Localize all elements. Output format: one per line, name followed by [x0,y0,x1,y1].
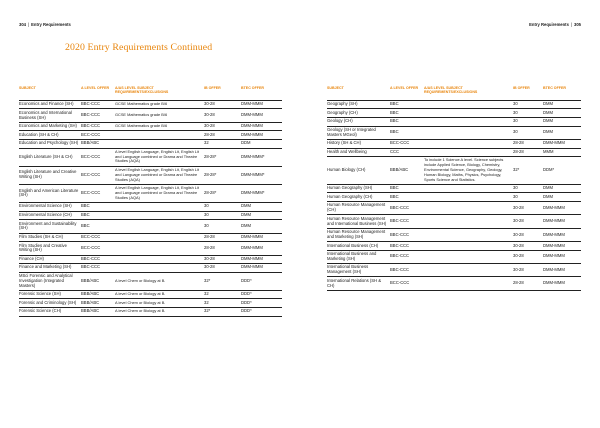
subject-cell: Finance and Marketing (SH) [19,264,81,273]
ib-offer-cell: 30 [204,203,241,212]
requirements-cell: A level Chem or Biology at B. [115,272,204,290]
ib-offer-cell: 32* [204,272,241,290]
btec-offer-cell: DMM-MMM [241,122,282,131]
table-row [19,290,282,299]
page-number: 305 [574,22,581,27]
requirements-cell [424,109,513,118]
requirements-cell: A level English Language, English Lit, English Lit and Language combined or Drama and Theatre Studies (AQA) [115,166,204,184]
btec-offer-cell: MMM [543,148,581,157]
requirements-cell: A level Chem or Biology at B. [115,307,204,316]
subject-cell: Education (SH & CH) [19,131,81,140]
table-row [327,109,581,118]
requirements-cell: A level English Language, English Lit, English Lit and Language combined or Drama and Theatre Studies (AQA) [115,184,204,202]
a-level-offer-cell: BBB/ABC [81,272,115,290]
a-level-offer-cell: BBC [81,211,115,220]
subject-cell: Human Geography (CH) [327,193,390,202]
ib-offer-cell: 32* [513,157,543,185]
requirements-cell [424,250,513,263]
table-row [327,228,581,241]
requirements-cell [424,184,513,193]
a-level-offer-cell: BBC-CCC [390,264,424,277]
a-level-offer-cell: BBC [390,117,424,126]
requirements-cell [424,139,513,148]
a-level-offer-cell: BBC-CCC [390,202,424,215]
a-level-offer-cell: BBB/ABC [390,157,424,185]
header-section: Entry Requirements [31,22,71,27]
subject-cell: Human Resource Management (CH) [327,202,390,215]
requirements-cell [424,126,513,139]
requirements-cell: A level Chem or Biology at B. [115,299,204,308]
subject-cell: Finance (CH) [19,255,81,264]
table-row [327,139,581,148]
table-header-row [19,86,282,100]
subject-cell: International Business Management (SH) [327,264,390,277]
ib-offer-cell: 30-28 [204,122,241,131]
table-row [19,307,282,316]
ib-offer-cell: 30 [513,193,543,202]
requirements-cell [424,148,513,157]
ib-offer-cell: 30-28 [204,100,241,109]
subject-cell: Health and Wellbeing [327,148,390,157]
btec-offer-cell: DMM-MMM [241,242,282,255]
ib-offer-cell: 30 [513,100,543,109]
btec-offer-cell: DMM-MMM* [241,148,282,166]
ib-offer-cell: 30 [513,126,543,139]
ib-offer-cell: 30-28 [513,264,543,277]
table-row [19,211,282,220]
requirements-cell: GCSE Mathematics grade B/6 [115,109,204,122]
a-level-offer-cell: BCC-CCC [81,242,115,255]
subject-cell: Geography (SH) [327,100,390,109]
a-level-offer-cell: BBC [81,203,115,212]
subject-cell: Economics and International Business (SH) [19,109,81,122]
btec-offer-cell: DMM [241,211,282,220]
subject-cell: Economics and Finance (SH) [19,100,81,109]
page-header-right [529,22,581,27]
subject-cell: Environmental Science (CH) [19,211,81,220]
page-number: 304 [19,22,26,27]
requirements-cell [115,255,204,264]
subject-cell: Education and Psychology (SH) [19,139,81,148]
table-row [327,250,581,263]
requirements-table-left [19,86,282,317]
ib-offer-cell: 28-28* [204,166,241,184]
requirements-cell: GCSE Mathematics grade B/6 [115,122,204,131]
ib-offer-cell: 28-28 [204,233,241,242]
btec-offer-cell: DMM [543,193,581,202]
a-level-offer-cell: BBC-CCC [390,250,424,263]
table-row [19,203,282,212]
subject-cell: English Literature (SH & CH) [19,148,81,166]
ib-offer-cell: 28-28 [513,277,543,290]
btec-offer-cell: DMM [543,117,581,126]
subject-cell: Human Geography (SH) [327,184,390,193]
table-row [327,242,581,251]
btec-offer-cell: DMM-MMM [543,264,581,277]
a-level-offer-cell: BBB/ABC [81,307,115,316]
requirements-cell [115,131,204,140]
requirements-cell [424,117,513,126]
a-level-offer-cell: BBB/ABC [81,290,115,299]
requirements-cell [115,203,204,212]
btec-offer-cell: DMM [543,184,581,193]
ib-offer-cell: 28-28 [204,131,241,140]
a-level-offer-cell: BCC-CCC [390,277,424,290]
btec-offer-cell: DMM [241,203,282,212]
ib-offer-cell: 30-28 [513,250,543,263]
btec-offer-cell: DDD* [241,272,282,290]
table-row [327,157,581,185]
btec-offer-cell: DMM-MMM [241,131,282,140]
btec-offer-cell: DMM-MMM [543,277,581,290]
requirements-cell: A level Chem or Biology at B. [115,290,204,299]
table-row [19,166,282,184]
column-header-btec-offer: BTEC OFFER [241,86,264,90]
a-level-offer-cell: CCC [390,148,424,157]
ib-offer-cell: 28-28 [204,242,241,255]
subject-cell: Human Resource Management and Marketing (SH) [327,228,390,241]
page-header-left [19,22,71,27]
table-row [19,122,282,131]
table-row [19,184,282,202]
a-level-offer-cell: BBC [390,109,424,118]
column-header-a-level-offer: A LEVEL OFFER [81,86,110,90]
btec-offer-cell: DMM-MMM [543,242,581,251]
btec-offer-cell: DMM-MMM [241,109,282,122]
ib-offer-cell: 30 [204,220,241,233]
a-level-offer-cell: BBC [390,184,424,193]
requirements-table-right [327,86,581,291]
btec-offer-cell: DMM-MMM [241,264,282,273]
table-row [19,109,282,122]
subject-cell: Human Biology (CH) [327,157,390,185]
a-level-offer-cell: BCC-CCC [81,233,115,242]
subject-cell: Geography (CH) [327,109,390,118]
ib-offer-cell: 30 [513,109,543,118]
a-level-offer-cell: BBC [81,220,115,233]
table-row [327,148,581,157]
requirements-cell [115,264,204,273]
btec-offer-cell: DDD* [241,299,282,308]
header-section: Entry Requirements [529,22,569,27]
requirements-cell [115,242,204,255]
subject-cell: Geology (CH) [327,117,390,126]
column-header-btec-offer: BTEC OFFER [543,86,566,90]
btec-offer-cell: DMM-MMM [241,233,282,242]
requirements-cell [424,242,513,251]
a-level-offer-cell: BBB/ABC [81,299,115,308]
btec-offer-cell: DDM [241,139,282,148]
btec-offer-cell: DMM-MMM [543,215,581,228]
table-row [19,255,282,264]
ib-offer-cell: 32 [204,139,241,148]
a-level-offer-cell: BBC-CCC [81,100,115,109]
subject-cell: English Literature and Creative Writing (SH) [19,166,81,184]
ib-offer-cell: 30 [513,117,543,126]
requirements-cell [424,264,513,277]
page-title: 2020 Entry Requirements Continued [65,42,213,53]
btec-offer-cell: DMM [543,100,581,109]
requirements-cell [424,202,513,215]
a-level-offer-cell: BBB/ABC [81,139,115,148]
table-row [327,100,581,109]
ib-offer-cell: 30-28 [513,242,543,251]
ib-offer-cell: 32 [204,299,241,308]
subject-cell: English and American Literature (SH) [19,184,81,202]
subject-cell: International Relations (SH & CH) [327,277,390,290]
btec-offer-cell: DMM-MMM [543,202,581,215]
subject-cell: Forensic Science (SH) [19,290,81,299]
btec-offer-cell: DMM [543,126,581,139]
table-row [19,264,282,273]
ib-offer-cell: 30-28 [204,255,241,264]
table-row [19,139,282,148]
subject-cell: Environmental Science (SH) [19,203,81,212]
table-row [327,193,581,202]
table-row [19,242,282,255]
requirements-cell: To include 1 Science A level. Science subjects include Applied Science, Biology, Chemistry, Environmental Science, Geography, Geology, Human Biology, Maths, Physics, Psychology, Sports Science and Statistics. [424,157,513,185]
table-row [327,215,581,228]
ib-offer-cell: 32 [204,290,241,299]
btec-offer-cell: DDM* [543,157,581,185]
ib-offer-cell: 32* [204,307,241,316]
btec-offer-cell: DMM-MMM [241,255,282,264]
btec-offer-cell: DMM-MMM [543,139,581,148]
table-row [327,126,581,139]
column-header-subject: SUBJECT [19,86,36,90]
btec-offer-cell: DMM-MMM [543,250,581,263]
column-header-ib-offer: IB OFFER [204,86,221,90]
btec-offer-cell: DMM [543,109,581,118]
a-level-offer-cell: BCC-CCC [81,148,115,166]
subject-cell: Geology (SH or Integrated Masters MGeol) [327,126,390,139]
requirements-cell [115,139,204,148]
requirements-cell [115,211,204,220]
ib-offer-cell: 30 [204,211,241,220]
table-row [19,220,282,233]
btec-offer-cell: DDD* [241,307,282,316]
ib-offer-cell: 30-28 [513,228,543,241]
table-row [327,277,581,290]
requirements-cell: GCSE Mathematics grade B/6 [115,100,204,109]
a-level-offer-cell: BBC-CCC [390,242,424,251]
column-header-ib-offer: IB OFFER [513,86,530,90]
a-level-offer-cell: BBC-CCC [390,215,424,228]
table-row [19,272,282,290]
subject-cell: MSci Forensic and Analytical Investigation (Integrated Masters) [19,272,81,290]
a-level-offer-cell: BBC [390,193,424,202]
a-level-offer-cell: BCC-CCC [81,184,115,202]
table-row [327,117,581,126]
table-row [327,264,581,277]
column-header-subject: SUBJECT [327,86,344,90]
ib-offer-cell: 30-28 [513,215,543,228]
subject-cell: International Business (CH) [327,242,390,251]
subject-cell: Economics and Marketing (SH) [19,122,81,131]
requirements-cell [424,100,513,109]
subject-cell: Film Studies and Creative Writing (SH) [19,242,81,255]
ib-offer-cell: 30-28 [204,264,241,273]
table-row [19,299,282,308]
ib-offer-cell: 28-28* [204,184,241,202]
a-level-offer-cell: BCC-CCC [81,131,115,140]
requirements-cell [424,215,513,228]
subject-cell: Forensic Science (CH) [19,307,81,316]
column-header-requirements: A/AS LEVEL SUBJECT REQUIREMENTS/EXCLUSIONS [115,86,169,95]
requirements-cell: A level English Language, English Lit, English Lit and Language combined or Drama and Theatre Studies (AQA) [115,148,204,166]
subject-cell: Human Resource Management and International Business (SH) [327,215,390,228]
ib-offer-cell: 30 [513,184,543,193]
btec-offer-cell: DMM [241,220,282,233]
ib-offer-cell: 28-28* [204,148,241,166]
btec-offer-cell: DDD* [241,290,282,299]
table-row [19,100,282,109]
btec-offer-cell: DMM-MMM* [241,184,282,202]
a-level-offer-cell: BBC-CCC [81,255,115,264]
subject-cell: International Business and Marketing (SH) [327,250,390,263]
a-level-offer-cell: BBC-CCC [81,122,115,131]
table-body-right [327,100,581,290]
requirements-cell [424,228,513,241]
table-row [327,202,581,215]
table-row [19,148,282,166]
btec-offer-cell: DMM-MMM [543,228,581,241]
requirements-cell [424,193,513,202]
table-row [19,131,282,140]
table-body-left [19,100,282,316]
a-level-offer-cell: BBC [390,126,424,139]
subject-cell: Environment and Sustainability (SH) [19,220,81,233]
ib-offer-cell: 30-28 [513,202,543,215]
subject-cell: Forensic and Criminology (SH) [19,299,81,308]
table-row [19,233,282,242]
btec-offer-cell: DMM-MMM* [241,166,282,184]
column-header-a-level-offer: A LEVEL OFFER [390,86,419,90]
a-level-offer-cell: BBC-CCC [390,228,424,241]
requirements-cell [115,220,204,233]
column-header-requirements: A/AS LEVEL SUBJECT REQUIREMENTS/EXCLUSIONS [424,86,478,95]
table-row [327,184,581,193]
subject-cell: Film Studies (SH & CH) [19,233,81,242]
ib-offer-cell: 28-28 [513,139,543,148]
a-level-offer-cell: BCC-CCC [390,139,424,148]
header-separator: | [28,22,30,27]
btec-offer-cell: DMM-MMM [241,100,282,109]
a-level-offer-cell: BBC-CCC [81,109,115,122]
a-level-offer-cell: BBC-CCC [81,264,115,273]
requirements-cell [115,233,204,242]
ib-offer-cell: 28-28 [513,148,543,157]
ib-offer-cell: 30-28 [204,109,241,122]
header-separator: | [570,22,572,27]
requirements-cell [424,277,513,290]
subject-cell: History (SH & CH) [327,139,390,148]
a-level-offer-cell: BBC [390,100,424,109]
a-level-offer-cell: BCC-CCC [81,166,115,184]
table-header-row [327,86,581,100]
